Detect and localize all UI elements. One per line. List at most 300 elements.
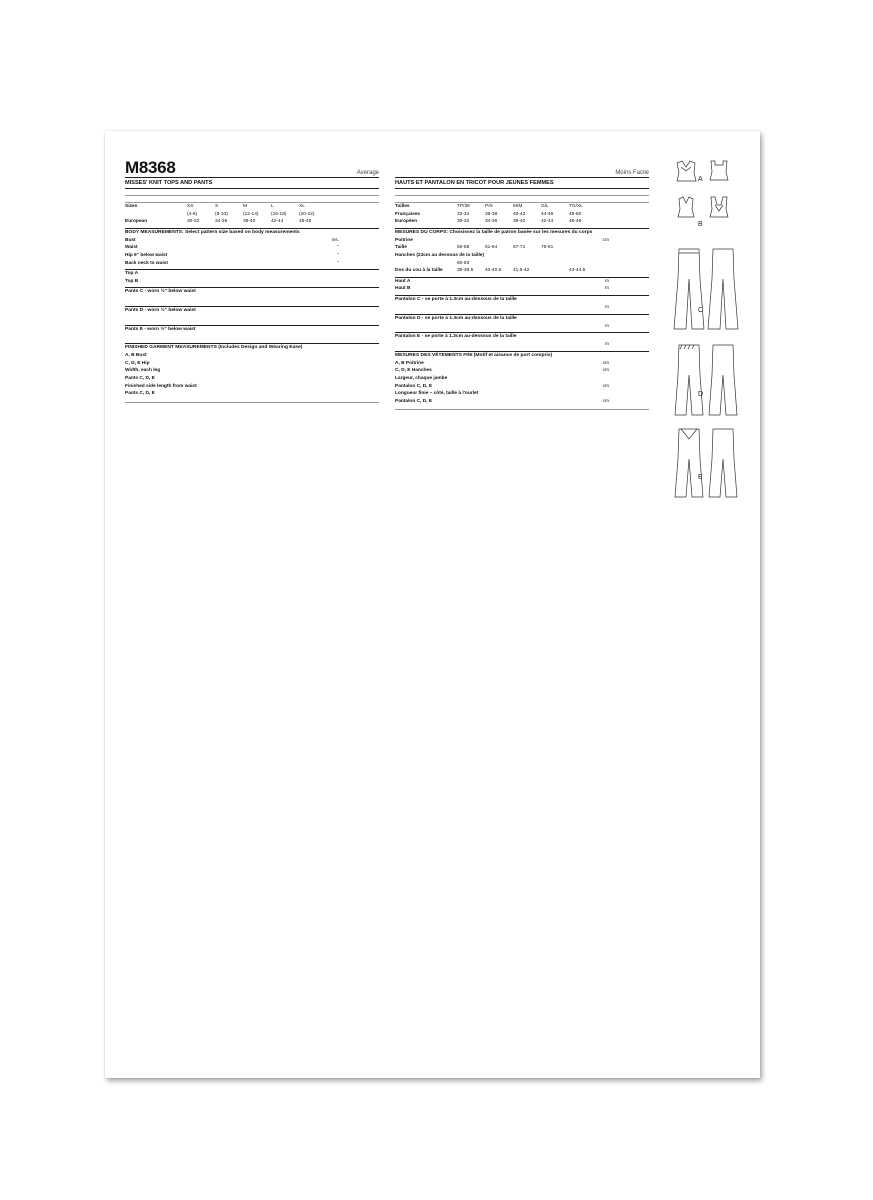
row-value	[215, 375, 243, 383]
english-header	[125, 152, 379, 178]
row-value	[243, 360, 271, 368]
row-value	[299, 315, 327, 323]
fr-dos-rows	[395, 267, 649, 275]
row-label: A, B Bust	[125, 353, 147, 359]
table-row	[125, 375, 379, 383]
table-row	[395, 398, 649, 406]
row-value	[271, 260, 299, 268]
row-value	[215, 296, 243, 304]
row-value	[541, 323, 569, 331]
pants-d-back-drawing	[709, 345, 737, 415]
row-value	[299, 244, 327, 252]
row-label: A, B Poitrine	[395, 360, 424, 366]
europeen-cell: 30-32	[457, 219, 470, 225]
row-value	[215, 270, 243, 278]
row-value	[299, 360, 327, 368]
table-row	[125, 334, 379, 342]
row-value	[243, 244, 271, 252]
row-value	[299, 260, 327, 268]
row-value	[457, 237, 485, 245]
width-label: Width, each leg	[125, 368, 161, 374]
body-rows	[125, 237, 379, 267]
row-unit	[327, 375, 339, 383]
row-value	[271, 252, 299, 260]
taille-cell: TG/XL	[569, 204, 583, 209]
table-row	[395, 260, 649, 268]
row-value	[485, 237, 513, 245]
francaise-cell: 44-46	[541, 211, 554, 217]
pants-e-rows	[125, 334, 379, 342]
fr-width-rows	[395, 383, 649, 391]
fr-pe-rows	[395, 341, 649, 349]
row-unit	[327, 296, 339, 304]
table-row	[125, 244, 379, 252]
row-label: Pantalon C, D, E	[395, 398, 433, 404]
row-value	[541, 237, 569, 245]
row-value	[187, 270, 215, 278]
size-cell: XS	[187, 204, 194, 209]
row-value	[215, 278, 243, 286]
table-row	[395, 278, 649, 286]
top-rows	[125, 270, 379, 285]
row-value	[215, 315, 243, 323]
row-value	[243, 375, 271, 383]
top-b-back-drawing	[710, 197, 728, 217]
english-fabrics	[125, 193, 379, 196]
pants-c-title: Pants C - worn ½" below waist	[125, 287, 379, 296]
sizes-us-label	[125, 211, 187, 219]
row-value	[513, 398, 541, 406]
table-row	[125, 252, 379, 260]
table-row	[395, 267, 649, 275]
row-value	[569, 304, 597, 312]
tailles-label: Tailles	[395, 204, 410, 209]
row-value	[299, 237, 327, 245]
pantalon-d-title: Pantalon D - se porte à 1.3cm au-dessous de la taille	[395, 314, 649, 323]
row-value	[187, 252, 215, 260]
table-row	[395, 304, 649, 312]
pants-e-title: Pants E - worn ½" below waist	[125, 325, 379, 334]
european-cell: 42-44	[271, 219, 284, 225]
europeen-cell: 34-36	[485, 219, 498, 225]
european-cell: 34-36	[215, 219, 228, 225]
figure-label-e: E	[698, 474, 703, 481]
row-value	[187, 237, 215, 245]
row-value	[299, 252, 327, 260]
row-value	[187, 315, 215, 323]
row-value	[215, 352, 243, 360]
english-column	[125, 152, 379, 405]
pants-c-rows	[125, 296, 379, 304]
european-label: European	[125, 219, 148, 225]
francaise-cell: 32-34	[457, 211, 470, 217]
row-unit: m	[605, 323, 609, 329]
row-label	[125, 334, 187, 342]
top-b-front-drawing	[678, 197, 694, 217]
row-value	[541, 260, 569, 268]
difficulty-label: Average	[356, 170, 379, 176]
pattern-code: M8368	[125, 158, 176, 177]
row-value	[215, 334, 243, 342]
fr-length-rows	[395, 398, 649, 406]
fr-haut-rows	[395, 278, 649, 293]
tailles-row	[395, 203, 649, 211]
row-value	[187, 278, 215, 286]
row-value	[187, 296, 215, 304]
row-value	[569, 244, 597, 252]
row-value	[569, 260, 597, 268]
row-label	[395, 260, 457, 268]
size-us-cell: (16-18)	[271, 211, 287, 217]
french-difficulty-label: Moins Facile	[615, 170, 649, 176]
pants-c-back-drawing	[708, 249, 738, 329]
row-value: 67-71	[513, 245, 526, 251]
row-value	[243, 315, 271, 323]
row-value	[569, 341, 597, 349]
row-value	[215, 390, 243, 398]
row-value	[513, 285, 541, 293]
row-unit	[327, 390, 339, 398]
row-label: Pantalon C, D, E	[395, 383, 433, 389]
row-value	[485, 360, 513, 368]
pants-d-rows	[125, 315, 379, 323]
row-value	[299, 334, 327, 342]
table-row	[125, 360, 379, 368]
table-row	[395, 323, 649, 331]
row-value	[569, 285, 597, 293]
row-unit: m	[605, 304, 609, 310]
europeen-label: Européen	[395, 219, 418, 225]
french-fabrics	[395, 193, 649, 196]
row-value	[569, 398, 597, 406]
row-value	[457, 360, 485, 368]
european-cell: 46-48	[299, 219, 312, 225]
row-label: Top A	[125, 271, 139, 277]
finished-measurements-title: FINISHED GARMENT MEASUREMENTS (Includes Design and Wearing Ease)	[125, 343, 379, 352]
french-column	[395, 152, 649, 412]
francaise-cell: 40-42	[513, 211, 526, 217]
francaises-label: Françaises	[395, 211, 421, 217]
hanches-label: Hanches (23cm au dessous de la taille)	[395, 252, 485, 258]
row-value	[513, 367, 541, 375]
row-unit	[327, 315, 339, 323]
europeen-cell: 46-48	[569, 219, 582, 225]
fr-hanches-rows	[395, 260, 649, 268]
row-unit: cm	[602, 368, 609, 374]
row-value	[271, 334, 299, 342]
table-row	[125, 260, 379, 268]
fr-pd-rows	[395, 323, 649, 331]
row-value	[569, 360, 597, 368]
row-value	[485, 278, 513, 286]
row-value	[457, 398, 485, 406]
row-unit	[327, 360, 339, 368]
row-value	[513, 304, 541, 312]
largeur-label: Largeur, chaque jambe	[395, 375, 448, 381]
row-value	[485, 341, 513, 349]
row-value	[485, 260, 513, 268]
row-label: Top B	[125, 278, 139, 284]
longueur-label: Longueur finie – côté, taille à l'ourlet	[395, 391, 479, 397]
figure-label-c: C	[698, 307, 704, 314]
row-value	[243, 334, 271, 342]
taille-cell: P/S	[485, 204, 493, 209]
europeen-cell: 38-40	[513, 219, 526, 225]
row-value	[271, 375, 299, 383]
table-row	[125, 390, 379, 398]
row-unit: cm	[602, 237, 609, 243]
row-value	[457, 383, 485, 391]
row-value	[569, 237, 597, 245]
row-value	[187, 352, 215, 360]
row-value	[513, 383, 541, 391]
row-value	[215, 360, 243, 368]
row-value	[243, 296, 271, 304]
row-unit: cm	[602, 398, 609, 404]
row-value: 40-40.5	[485, 268, 502, 274]
row-unit: cm	[602, 383, 609, 389]
row-value	[597, 244, 625, 252]
row-value: 56-58	[457, 245, 470, 251]
row-value	[541, 267, 569, 275]
row-value	[569, 278, 597, 286]
row-value	[271, 270, 299, 278]
row-value	[243, 252, 271, 260]
taille-cell: G/L	[541, 204, 549, 209]
row-value	[271, 390, 299, 398]
row-value	[541, 360, 569, 368]
table-row	[125, 237, 379, 245]
row-value	[187, 260, 215, 268]
row-unit: m	[605, 342, 609, 348]
row-value	[299, 375, 327, 383]
table-row	[125, 270, 379, 278]
row-label	[125, 315, 187, 323]
row-value: 80-83	[457, 260, 470, 266]
pants-c-front-drawing	[674, 249, 704, 329]
size-cell: XL	[299, 204, 305, 209]
row-value: 76-81	[541, 245, 554, 251]
row-label: Haut A	[395, 278, 411, 284]
row-value	[243, 237, 271, 245]
row-value	[187, 390, 215, 398]
table-row	[125, 278, 379, 286]
size-cell: L	[271, 204, 274, 209]
figure-label-a: A	[698, 176, 703, 183]
row-value	[187, 334, 215, 342]
finished-rows	[125, 352, 379, 367]
top-a-front-drawing	[677, 161, 696, 181]
pattern-sheet	[105, 131, 760, 1078]
row-value	[457, 341, 485, 349]
english-footnote	[125, 402, 379, 405]
row-value	[569, 367, 597, 375]
table-row	[395, 367, 649, 375]
row-value	[457, 304, 485, 312]
row-value	[243, 390, 271, 398]
mesures-fini-title: MESURES DES VÊTEMENTS FINI (Motif et aisance de port compris)	[395, 351, 649, 360]
row-value	[271, 315, 299, 323]
sizes-label: Sizes	[125, 204, 138, 209]
row-unit: "	[337, 260, 339, 266]
row-value	[541, 341, 569, 349]
row-value	[513, 341, 541, 349]
row-value	[541, 367, 569, 375]
row-value	[271, 244, 299, 252]
row-value	[243, 270, 271, 278]
pantalon-c-title: Pantalon C - se porte à 1.3cm au-dessous de la taille	[395, 295, 649, 304]
french-header	[395, 152, 649, 178]
size-us-cell: (4-6)	[187, 211, 198, 217]
row-value	[243, 352, 271, 360]
row-value	[271, 360, 299, 368]
row-unit: m	[605, 286, 609, 292]
size-us-cell: (20-22)	[299, 211, 315, 217]
row-unit: "	[337, 252, 339, 258]
european-row	[125, 218, 379, 226]
row-unit: "	[337, 245, 339, 251]
table-row	[395, 244, 649, 252]
table-row	[125, 352, 379, 360]
row-label: Poitrine	[395, 237, 413, 243]
row-value	[457, 367, 485, 375]
row-value	[457, 285, 485, 293]
francaise-cell: 48-50	[569, 211, 582, 217]
row-label: Bust	[125, 237, 136, 243]
row-value	[187, 375, 215, 383]
row-value	[485, 304, 513, 312]
size-us-cell: (8-10)	[215, 211, 228, 217]
english-title: MISSES' KNIT TOPS AND PANTS	[125, 180, 379, 189]
row-value	[485, 383, 513, 391]
row-value	[485, 398, 513, 406]
row-value	[457, 278, 485, 286]
row-unit	[327, 352, 339, 360]
table-row	[395, 383, 649, 391]
europeen-cell: 42-44	[541, 219, 554, 225]
row-value	[299, 278, 327, 286]
row-value	[513, 278, 541, 286]
row-label: Hip 9" below waist	[125, 252, 168, 258]
row-value	[271, 278, 299, 286]
fr-finished-rows	[395, 360, 649, 375]
pants-e-front-drawing	[675, 429, 703, 497]
row-unit	[597, 267, 609, 275]
french-title: HAUTS ET PANTALON EN TRICOT POUR JEUNES FEMMES	[395, 180, 649, 189]
body-measurements-title: BODY MEASUREMENTS: Select pattern size based on body measurements	[125, 228, 379, 237]
row-value	[299, 296, 327, 304]
row-value	[271, 352, 299, 360]
length-label: Finished side length from waist	[125, 383, 197, 389]
row-label	[395, 323, 457, 331]
row-value	[243, 278, 271, 286]
row-value	[243, 260, 271, 268]
row-value	[485, 323, 513, 331]
figure-label-d: D	[698, 391, 704, 398]
row-label	[125, 296, 187, 304]
row-value	[485, 367, 513, 375]
row-value	[187, 244, 215, 252]
european-cell: 38-40	[243, 219, 256, 225]
row-value	[541, 383, 569, 391]
row-unit	[597, 260, 609, 268]
row-value	[513, 237, 541, 245]
table-row	[395, 285, 649, 293]
size-us-cell: (12-14)	[243, 211, 259, 217]
row-value	[513, 260, 541, 268]
row-unit: m	[605, 278, 609, 284]
row-value: 41.5-42	[513, 268, 530, 274]
row-value: 39-39.5	[457, 268, 474, 274]
row-value	[215, 237, 243, 245]
french-footnote	[395, 409, 649, 412]
row-value	[541, 278, 569, 286]
pantalon-e-title: Pantalon E - se porte à 1.3cm au-dessous de la taille	[395, 332, 649, 341]
row-unit	[625, 244, 637, 252]
row-value	[271, 237, 299, 245]
sizes-row	[125, 203, 379, 211]
row-value	[485, 285, 513, 293]
row-label: Pants C, D, E	[125, 391, 155, 397]
francaises-row	[395, 211, 649, 219]
table-row	[395, 341, 649, 349]
figure-label-b: B	[698, 221, 703, 228]
row-unit: ins.	[331, 237, 339, 243]
row-value	[299, 390, 327, 398]
row-unit	[327, 334, 339, 342]
length-rows	[125, 390, 379, 398]
row-label: Waist	[125, 245, 138, 251]
row-value	[569, 323, 597, 331]
table-row	[125, 296, 379, 304]
row-value: 61-64	[485, 245, 498, 251]
row-label	[395, 304, 457, 312]
row-value	[299, 352, 327, 360]
row-value	[541, 285, 569, 293]
row-value	[513, 360, 541, 368]
row-value	[271, 296, 299, 304]
pants-d-title: Pants D - worn ½" below waist	[125, 306, 379, 315]
row-unit: cm	[602, 360, 609, 366]
european-cell: 30-32	[187, 219, 200, 225]
taille-cell: TP/36	[457, 204, 470, 209]
row-value	[457, 323, 485, 331]
pants-d-front-drawing	[675, 345, 703, 415]
francaise-cell: 36-38	[485, 211, 498, 217]
row-label: C, D, E Hip	[125, 360, 150, 366]
row-value	[215, 244, 243, 252]
row-value	[541, 398, 569, 406]
row-value	[215, 260, 243, 268]
table-row	[125, 315, 379, 323]
row-label: C, D, E Hanches	[395, 368, 432, 374]
europeen-row	[395, 218, 649, 226]
row-label: Back neck to waist	[125, 260, 168, 266]
row-value	[187, 360, 215, 368]
size-cell: M	[243, 204, 247, 209]
row-value	[541, 304, 569, 312]
top-a-back-drawing	[710, 161, 728, 180]
row-label: Haut B	[395, 286, 411, 292]
row-value	[299, 270, 327, 278]
row-value	[569, 383, 597, 391]
row-unit	[327, 270, 339, 278]
row-label: Dos du cou à la taille	[395, 268, 443, 274]
pants-e-back-drawing	[709, 429, 737, 497]
row-unit	[327, 278, 339, 286]
row-value	[215, 252, 243, 260]
sizes-us-row	[125, 211, 379, 219]
